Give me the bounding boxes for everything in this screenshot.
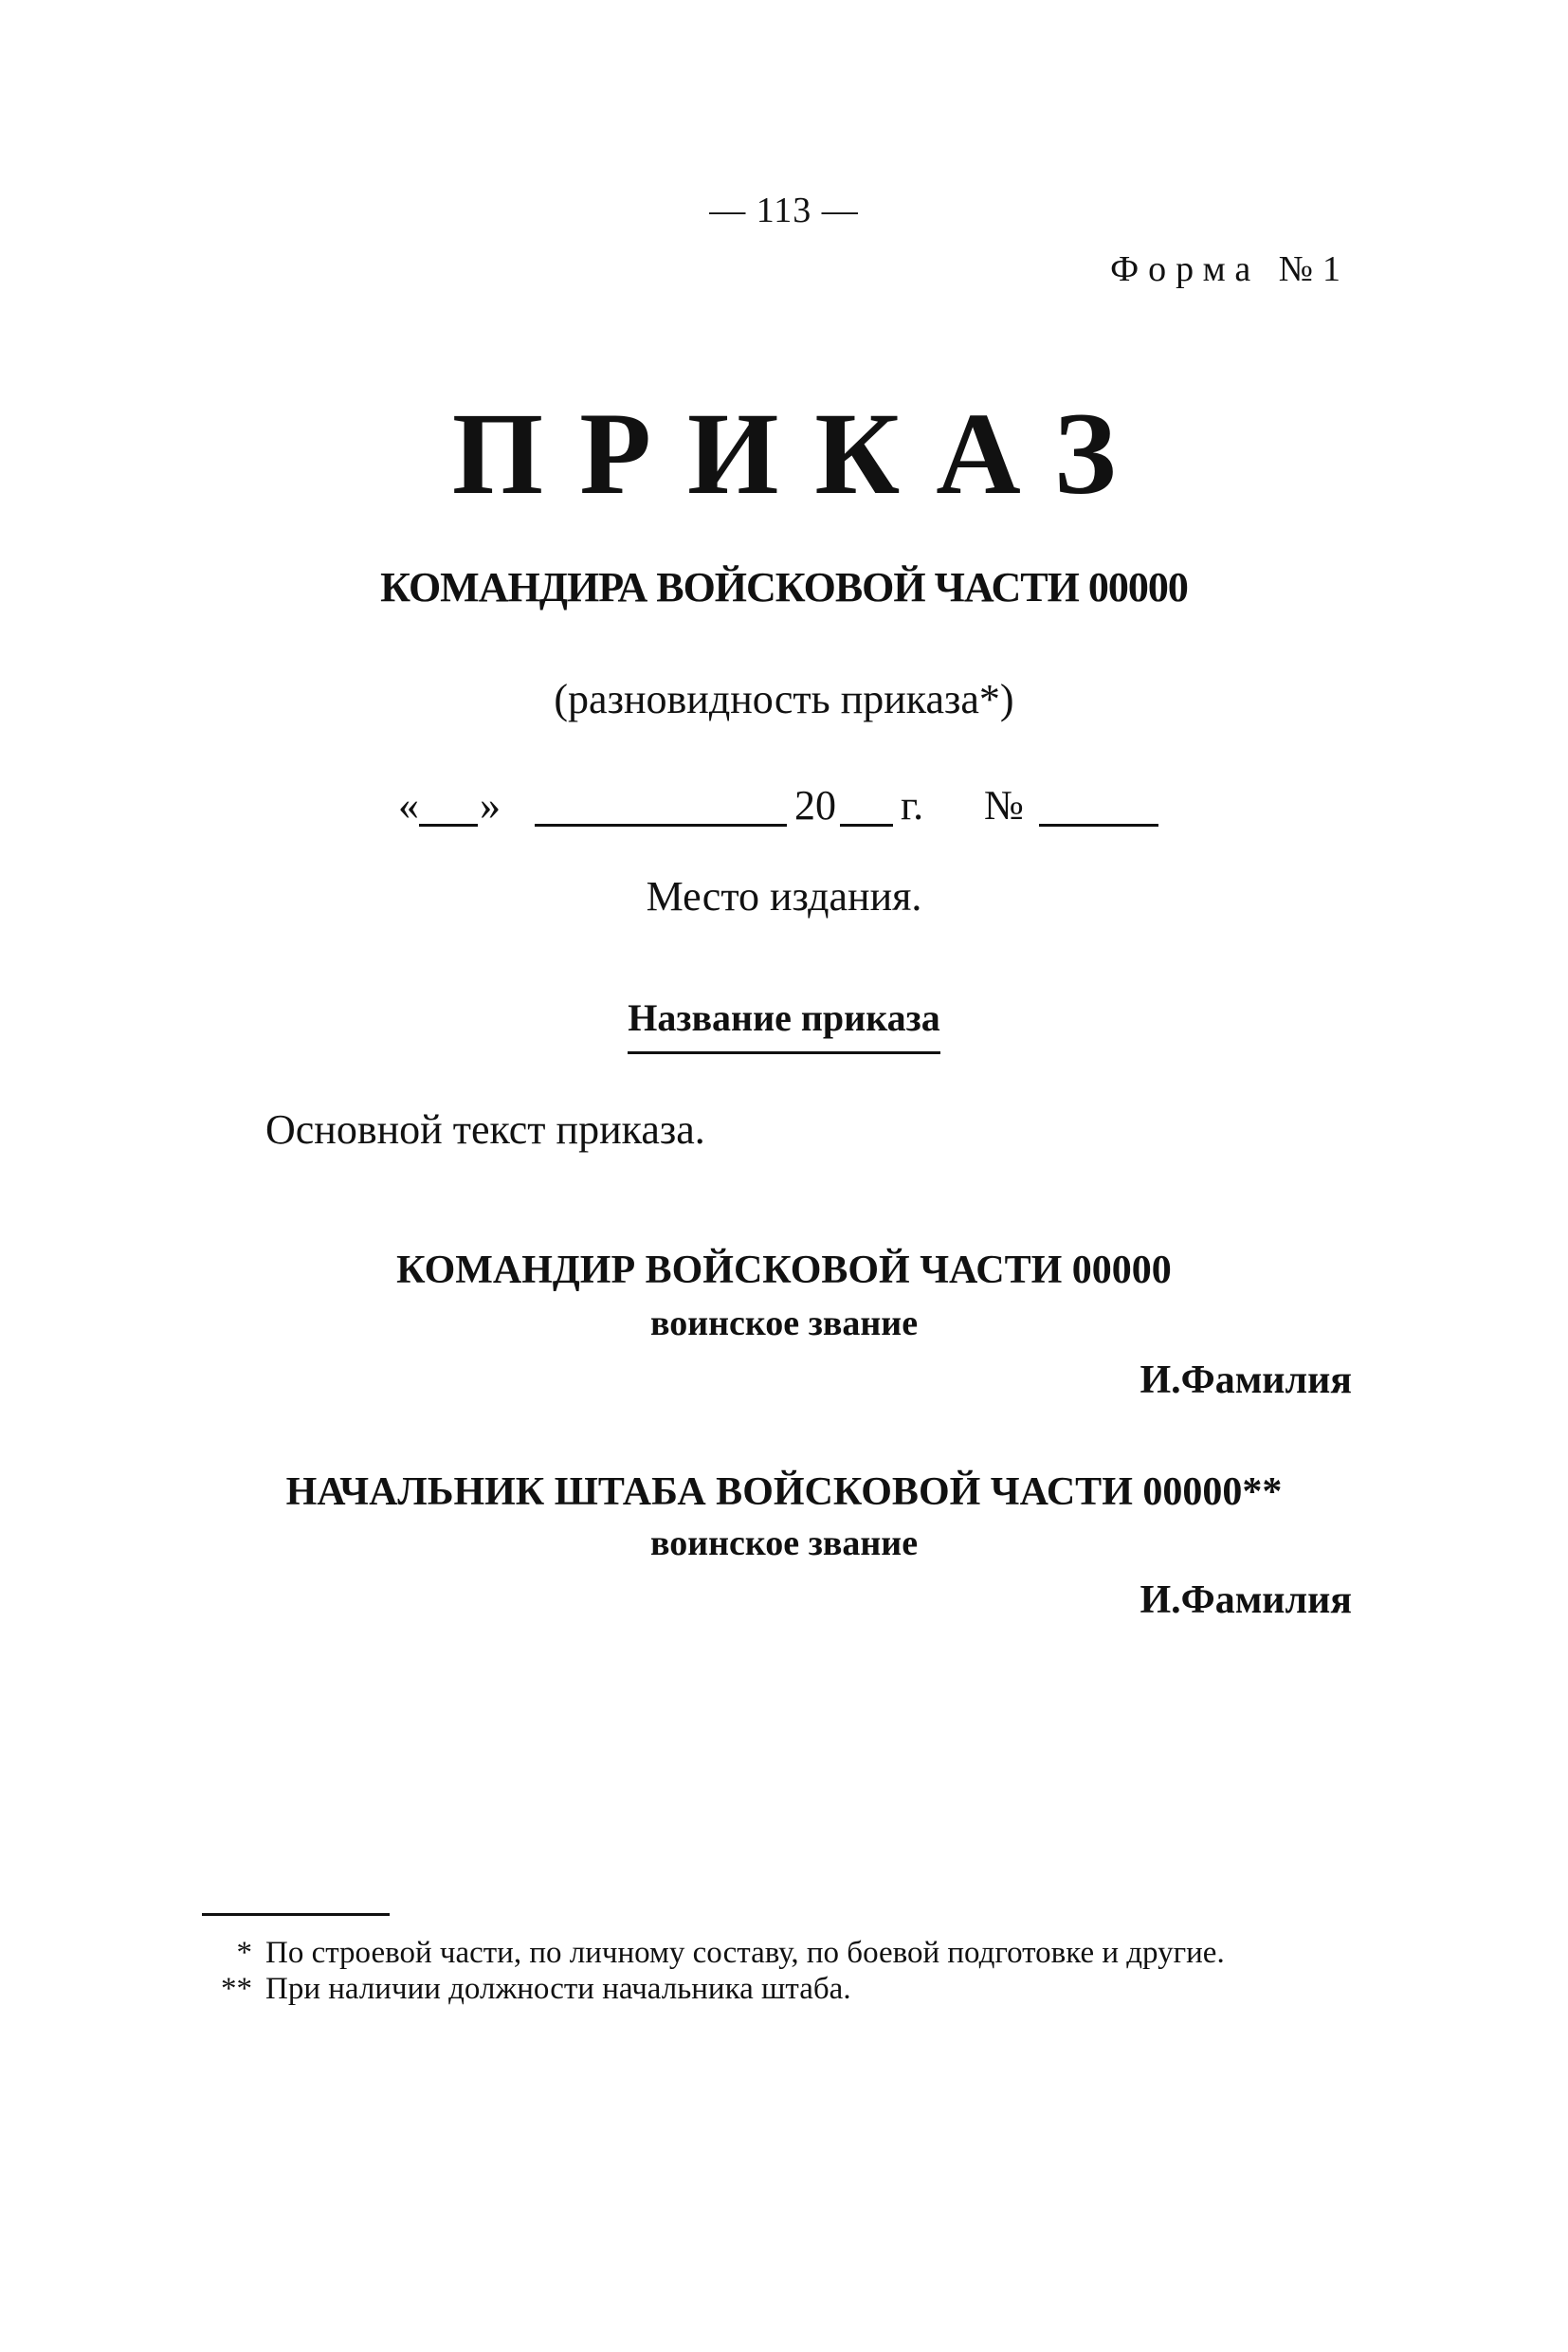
- order-kind: (разновидность приказа*): [554, 676, 1014, 722]
- signature-title-commander: КОМАНДИР ВОЙСКОВОЙ ЧАСТИ 00000: [396, 1249, 1172, 1292]
- signature-rank-chief-of-staff: воинское звание: [649, 1523, 919, 1563]
- footnote-2-mark: **: [221, 1972, 252, 2006]
- page-number: — 113 —: [709, 191, 859, 230]
- order-name: Название приказа: [628, 995, 940, 1054]
- footnote-2: [221, 1972, 851, 2007]
- footnote-1: [236, 1936, 1225, 1971]
- number-sign: №: [984, 782, 1024, 829]
- order-name-block: [0, 995, 1568, 1054]
- signature-rank-commander: воинское звание: [649, 1304, 919, 1343]
- signature-name-commander: И.Фамилия: [1140, 1358, 1352, 1402]
- month-blank: [535, 824, 787, 827]
- year-blank: [840, 824, 893, 827]
- footnote-2-text: При наличии должности начальника штаба.: [265, 1972, 851, 2006]
- signature-title-chief-of-staff: НАЧАЛЬНИК ШТАБА ВОЙСКОВОЙ ЧАСТИ 00000**: [285, 1470, 1283, 1514]
- year-suffix: г.: [901, 782, 924, 829]
- date-open-quote: «: [398, 782, 419, 829]
- document-subtitle: КОМАНДИРА ВОЙСКОВОЙ ЧАСТИ 00000: [380, 564, 1188, 611]
- document-title: ПРИКАЗ: [451, 389, 1153, 519]
- place-of-issue: Место издания.: [646, 873, 922, 920]
- footnote-1-mark: *: [236, 1936, 252, 1970]
- signature-name-chief-of-staff: И.Фамилия: [1140, 1578, 1352, 1622]
- footnote-1-text: По строевой части, по личному составу, по боевой подготовке и другие.: [265, 1936, 1225, 1970]
- year-prefix: 20: [794, 782, 836, 829]
- number-blank: [1039, 824, 1158, 827]
- day-blank: [419, 824, 478, 827]
- footnote-divider: [202, 1913, 390, 1916]
- date-close-quote: »: [480, 782, 501, 829]
- form-label: Форма №1: [1110, 249, 1350, 289]
- order-body-text: Основной текст приказа.: [265, 1106, 705, 1153]
